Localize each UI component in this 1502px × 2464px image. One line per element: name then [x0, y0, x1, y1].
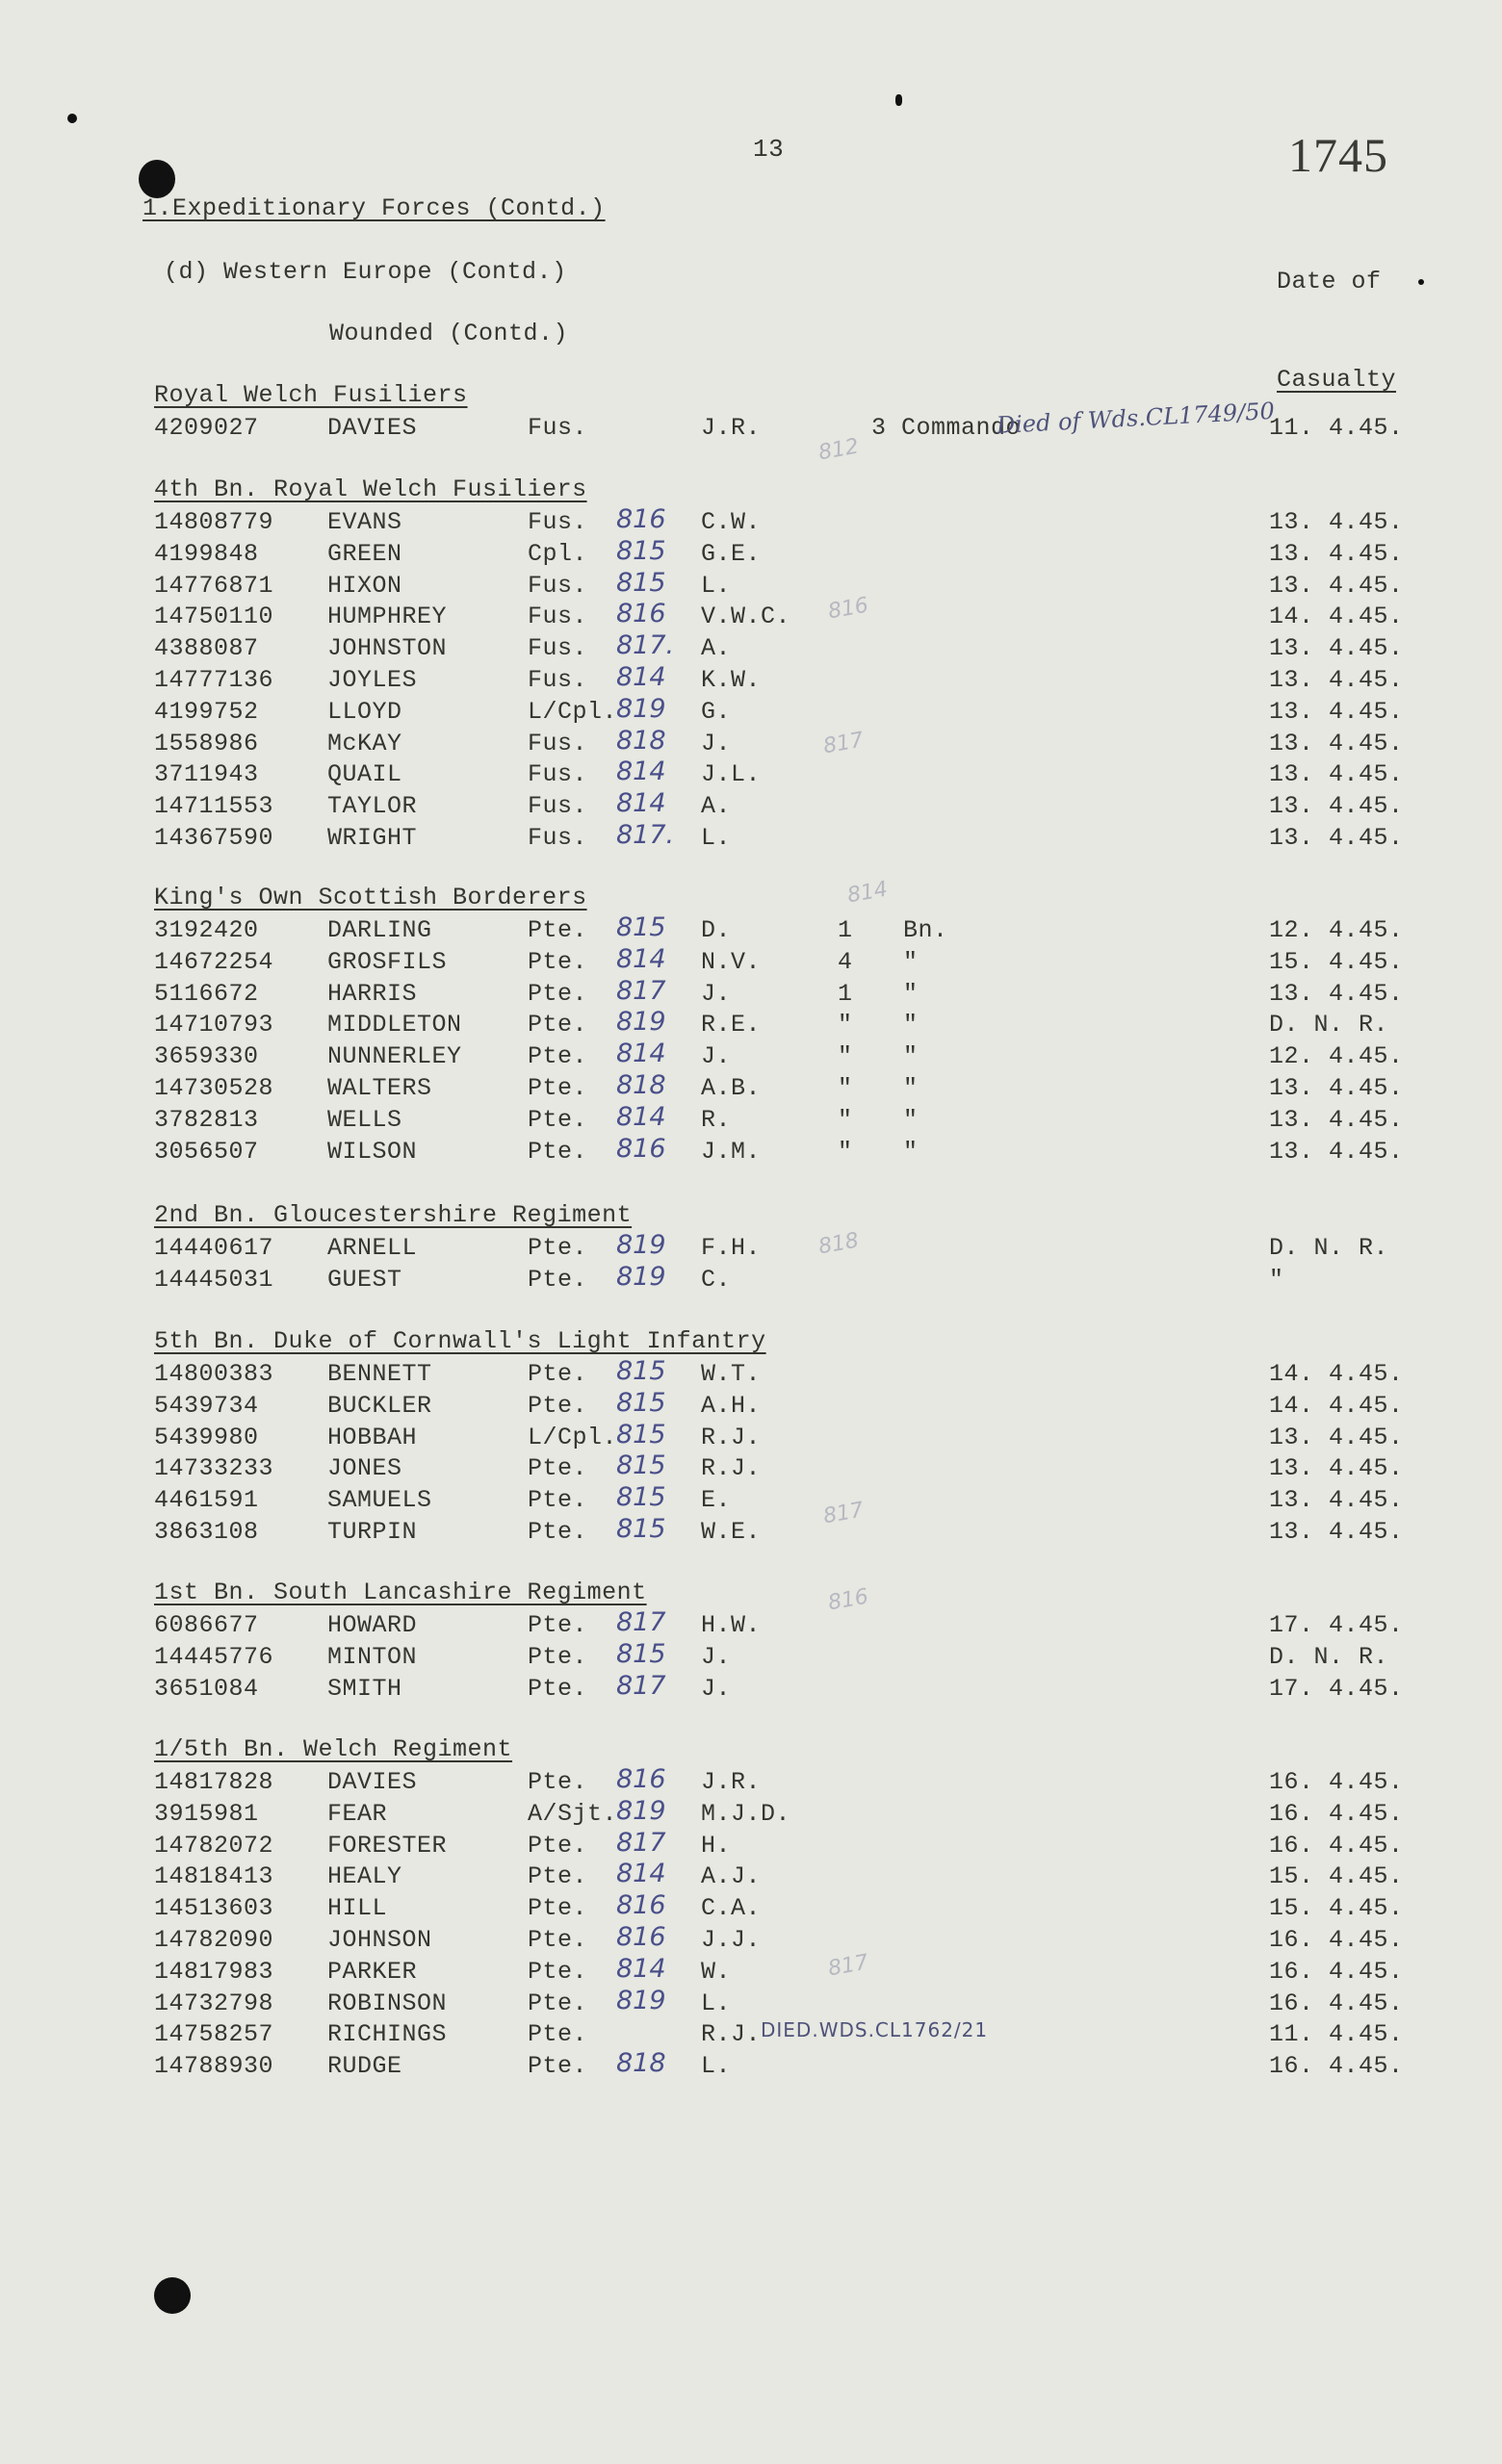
date-header-line1: Date of: [1277, 268, 1382, 295]
rank: Pte.: [528, 1926, 588, 1954]
date-header-line2: Casualty: [1277, 366, 1397, 394]
initials: H.: [701, 1831, 732, 1860]
casualty-date: 16. 4.45.: [1269, 1957, 1404, 1986]
service-number: 4199848: [154, 539, 259, 568]
handwritten-code: 814: [616, 1101, 666, 1132]
surname: GREEN: [327, 539, 402, 568]
handwritten-code: 816: [616, 1133, 666, 1164]
rank: Pte.: [528, 1894, 588, 1923]
pencil-mark: 818: [816, 1228, 861, 1260]
surname: DAVIES: [327, 1768, 418, 1796]
rank: Fus.: [528, 760, 588, 789]
surname: JOYLES: [327, 666, 418, 694]
service-number: 14817828: [154, 1768, 274, 1796]
initials: E.: [701, 1486, 732, 1515]
handwritten-code: 817.: [616, 820, 675, 850]
service-number: 14776871: [154, 571, 274, 600]
unit-heading: 1/5th Bn. Welch Regiment: [154, 1735, 513, 1763]
service-number: 1558986: [154, 729, 259, 757]
casualty-date: 13. 4.45.: [1269, 729, 1404, 757]
handwritten-code: 815: [616, 912, 666, 942]
unit-detail: ": [838, 1074, 853, 1102]
ink-speck: [67, 114, 77, 123]
unit-detail-2: Bn.: [903, 916, 948, 944]
casualty-date: 16. 4.45.: [1269, 1799, 1404, 1828]
initials: J.: [701, 1642, 732, 1671]
handwritten-code: 815: [616, 1514, 666, 1544]
surname: HEALY: [327, 1862, 402, 1891]
casualty-date: 14. 4.45.: [1269, 1360, 1404, 1388]
casualty-date: 17. 4.45.: [1269, 1674, 1404, 1703]
unit-detail: ": [838, 1137, 853, 1166]
unit-detail: ": [838, 1042, 853, 1071]
casualty-date: 12. 4.45.: [1269, 916, 1404, 944]
handwritten-code: 816: [616, 1890, 666, 1921]
service-number: 14733233: [154, 1454, 274, 1483]
surname: FEAR: [327, 1799, 388, 1828]
service-number: 14367590: [154, 824, 274, 852]
initials: L.: [701, 1989, 732, 2017]
surname: GROSFILS: [327, 947, 448, 976]
initials: F.H.: [701, 1234, 762, 1262]
surname: JONES: [327, 1454, 402, 1483]
surname: ARNELL: [327, 1234, 418, 1262]
initials: J.M.: [701, 1137, 762, 1166]
handwritten-code: 814: [616, 662, 666, 692]
pencil-mark: 812: [816, 434, 861, 466]
service-number: 14445776: [154, 1642, 274, 1671]
initials: H.W.: [701, 1611, 762, 1639]
service-number: 4209027: [154, 414, 259, 442]
initials: J.: [701, 979, 732, 1008]
surname: LLOYD: [327, 697, 402, 726]
unit-detail: 1: [838, 916, 853, 944]
unit-detail: ": [838, 1105, 853, 1134]
handwritten-code: 817: [616, 1827, 666, 1858]
service-number: 14732798: [154, 1989, 274, 2017]
service-number: 14730528: [154, 1074, 274, 1102]
casualty-date: 13. 4.45.: [1269, 571, 1404, 600]
initials: R.J.: [701, 1423, 762, 1451]
service-number: 14440617: [154, 1234, 274, 1262]
casualty-date: 11. 4.45.: [1269, 414, 1404, 442]
rank: Pte.: [528, 1011, 588, 1040]
surname: HOBBAH: [327, 1423, 418, 1451]
rank: Pte.: [528, 1234, 588, 1262]
rank: Pte.: [528, 1989, 588, 2017]
surname: BENNETT: [327, 1360, 432, 1388]
unit-heading: 1st Bn. South Lancashire Regiment: [154, 1578, 647, 1606]
category-text: Wounded (Contd.): [329, 320, 569, 347]
surname: QUAIL: [327, 760, 402, 789]
surname: HILL: [327, 1894, 388, 1923]
service-number: 14777136: [154, 666, 274, 694]
rank: Fus.: [528, 792, 588, 821]
surname: FORESTER: [327, 1831, 448, 1860]
casualty-date: 16. 4.45.: [1269, 2052, 1404, 2081]
unit-detail-2: ": [903, 1105, 919, 1134]
surname: TURPIN: [327, 1518, 418, 1546]
service-number: 6086677: [154, 1611, 259, 1639]
rank: Pte.: [528, 1105, 588, 1134]
initials: W.T.: [701, 1360, 762, 1388]
handwritten-code: 815: [616, 535, 666, 566]
casualty-date: 14. 4.45.: [1269, 603, 1404, 631]
unit-heading: 5th Bn. Duke of Cornwall's Light Infantry: [154, 1327, 766, 1355]
ink-speck: [895, 94, 902, 106]
casualty-date: 11. 4.45.: [1269, 2020, 1404, 2049]
rank: Fus.: [528, 666, 588, 694]
service-number: 3863108: [154, 1518, 259, 1546]
handwritten-code: 819: [616, 1795, 666, 1826]
service-number: 14818413: [154, 1862, 274, 1891]
handwritten-code: 814: [616, 1953, 666, 1984]
surname: DAVIES: [327, 414, 418, 442]
surname: HIXON: [327, 571, 402, 600]
surname: RICHINGS: [327, 2020, 448, 2049]
initials: R.J.: [701, 1454, 762, 1483]
service-number: 3915981: [154, 1799, 259, 1828]
unit-detail-2: ": [903, 979, 919, 1008]
service-number: 14711553: [154, 792, 274, 821]
rank: Pte.: [528, 2020, 588, 2049]
handwritten-note: DIED.WDS.CL1762/21: [761, 2018, 989, 2042]
casualty-date: 12. 4.45.: [1269, 1042, 1404, 1071]
surname: PARKER: [327, 1957, 418, 1986]
rank: Fus.: [528, 603, 588, 631]
service-number: 5439734: [154, 1391, 259, 1420]
initials: J.L.: [701, 760, 762, 789]
surname: WELLS: [327, 1105, 402, 1134]
rank: Pte.: [528, 1360, 588, 1388]
casualty-date: 13. 4.45.: [1269, 697, 1404, 726]
service-number: 3651084: [154, 1674, 259, 1703]
rank: Fus.: [528, 508, 588, 536]
handwritten-code: 814: [616, 1859, 666, 1889]
rank: Pte.: [528, 1391, 588, 1420]
service-number: 14445031: [154, 1265, 274, 1294]
initials: J.R.: [701, 1768, 762, 1796]
handwritten-code: 814: [616, 1039, 666, 1069]
service-number: 14513603: [154, 1894, 274, 1923]
initials: D.: [701, 916, 732, 944]
service-number: 14672254: [154, 947, 274, 976]
service-number: 3711943: [154, 760, 259, 789]
rank: Pte.: [528, 1454, 588, 1483]
surname: JOHNSTON: [327, 634, 448, 663]
service-number: 14758257: [154, 2020, 274, 2049]
casualty-date: 16. 4.45.: [1269, 1926, 1404, 1954]
section-heading: [142, 194, 606, 222]
surname: HUMPHREY: [327, 603, 448, 631]
handwritten-code: 816: [616, 1764, 666, 1794]
pencil-mark: 817: [826, 1950, 870, 1982]
casualty-date: 14. 4.45.: [1269, 1391, 1404, 1420]
service-number: 14750110: [154, 603, 274, 631]
initials: L.: [701, 571, 732, 600]
initials: A.B.: [701, 1074, 762, 1102]
handwritten-code: 815: [616, 567, 666, 598]
service-number: 14800383: [154, 1360, 274, 1388]
initials: J.J.: [701, 1926, 762, 1954]
rank: Pte.: [528, 1674, 588, 1703]
handwritten-code: 814: [616, 943, 666, 974]
service-number: 14788930: [154, 2052, 274, 2081]
surname: SMITH: [327, 1674, 402, 1703]
rank: L/Cpl.: [528, 1423, 618, 1451]
handwritten-code: 816: [616, 1922, 666, 1952]
casualty-date: 13. 4.45.: [1269, 1074, 1404, 1102]
handwritten-code: 814: [616, 788, 666, 819]
subsection-heading: [164, 258, 567, 286]
rank: Pte.: [528, 947, 588, 976]
category-heading: [329, 320, 568, 347]
initials: W.: [701, 1957, 732, 1986]
rank: Fus.: [528, 414, 588, 442]
initials: L.: [701, 824, 732, 852]
handwritten-code: 819: [616, 1007, 666, 1038]
initials: R.: [701, 1105, 732, 1134]
casualty-date: 15. 4.45.: [1269, 947, 1404, 976]
initials: R.E.: [701, 1011, 762, 1040]
rank: Pte.: [528, 1518, 588, 1546]
initials: J.: [701, 1042, 732, 1071]
surname: MINTON: [327, 1642, 418, 1671]
initials: M.J.D.: [701, 1799, 791, 1828]
handwritten-code: 819: [616, 693, 666, 724]
unit-detail: 3 Commando: [871, 414, 1022, 442]
handwritten-code: 817: [616, 1607, 666, 1637]
unit-heading: 4th Bn. Royal Welch Fusiliers: [154, 475, 587, 503]
unit-heading: Royal Welch Fusiliers: [154, 381, 468, 409]
pencil-mark: 816: [826, 1584, 870, 1616]
unit-heading: 2nd Bn. Gloucestershire Regiment: [154, 1201, 633, 1229]
handwritten-code: 815: [616, 1450, 666, 1481]
rank: Pte.: [528, 916, 588, 944]
rank: Pte.: [528, 1642, 588, 1671]
unit-detail: 1: [838, 979, 853, 1008]
initials: J.R.: [701, 414, 762, 442]
casualty-date: D. N. R.: [1269, 1234, 1389, 1262]
initials: A.: [701, 634, 732, 663]
casualty-date: 15. 4.45.: [1269, 1862, 1404, 1891]
initials: C.: [701, 1265, 732, 1294]
handwritten-code: 819: [616, 1985, 666, 2015]
casualty-date: 17. 4.45.: [1269, 1611, 1404, 1639]
unit-detail-2: ": [903, 1011, 919, 1040]
rank: Pte.: [528, 1957, 588, 1986]
casualty-date: 15. 4.45.: [1269, 1894, 1404, 1923]
surname: JOHNSON: [327, 1926, 432, 1954]
rank: Pte.: [528, 1042, 588, 1071]
pencil-mark: 817: [821, 1498, 866, 1529]
service-number: 14782090: [154, 1926, 274, 1954]
initials: C.A.: [701, 1894, 762, 1923]
casualty-date: 13. 4.45.: [1269, 1105, 1404, 1134]
subsection-text: (d) Western Europe (Contd.): [164, 258, 567, 286]
initials: N.V.: [701, 947, 762, 976]
casualty-date: 13. 4.45.: [1269, 666, 1404, 694]
surname: WRIGHT: [327, 824, 418, 852]
casualty-date: 16. 4.45.: [1269, 1831, 1404, 1860]
handwritten-code: 818: [616, 725, 666, 756]
surname: McKAY: [327, 729, 402, 757]
initials: C.W.: [701, 508, 762, 536]
handwritten-code: 816: [616, 504, 666, 534]
handwritten-code: 817: [616, 1670, 666, 1701]
surname: NUNNERLEY: [327, 1042, 462, 1071]
surname: RUDGE: [327, 2052, 402, 2081]
surname: EVANS: [327, 508, 402, 536]
rank: Pte.: [528, 1137, 588, 1166]
casualty-date: 13. 4.45.: [1269, 1518, 1404, 1546]
casualty-date: 13. 4.45.: [1269, 1454, 1404, 1483]
surname: DARLING: [327, 916, 432, 944]
surname: TAYLOR: [327, 792, 418, 821]
service-number: 4388087: [154, 634, 259, 663]
rank: Pte.: [528, 1768, 588, 1796]
rank: L/Cpl.: [528, 697, 618, 726]
rank: Pte.: [528, 1831, 588, 1860]
rank: Pte.: [528, 1265, 588, 1294]
casualty-date: 16. 4.45.: [1269, 1989, 1404, 2017]
unit-detail-2: ": [903, 1074, 919, 1102]
service-number: 4461591: [154, 1486, 259, 1515]
casualty-date: 13. 4.45.: [1269, 824, 1404, 852]
handwritten-code: 815: [616, 1482, 666, 1513]
initials: R.J.: [701, 2020, 762, 2049]
surname: WILSON: [327, 1137, 418, 1166]
punch-hole-bottom: [154, 2277, 191, 2314]
handwritten-note: Died of Wds.CL1749/50: [996, 397, 1276, 439]
rank: Fus.: [528, 571, 588, 600]
handwritten-code: 818: [616, 2048, 666, 2079]
initials: G.E.: [701, 539, 762, 568]
rank: Pte.: [528, 1074, 588, 1102]
service-number: 5439980: [154, 1423, 259, 1451]
casualty-date: 13. 4.45.: [1269, 539, 1404, 568]
ink-speck: [1418, 279, 1424, 285]
handwritten-code: 815: [616, 1419, 666, 1450]
unit-detail: ": [838, 1011, 853, 1040]
folio-number: 1745: [1288, 128, 1388, 182]
handwritten-code: 816: [616, 599, 666, 629]
handwritten-code: 819: [616, 1261, 666, 1292]
surname: MIDDLETON: [327, 1011, 462, 1040]
service-number: 14817983: [154, 1957, 274, 1986]
service-number: 14782072: [154, 1831, 274, 1860]
unit-detail: 4: [838, 947, 853, 976]
handwritten-code: 817: [616, 975, 666, 1006]
casualty-date: 13. 4.45.: [1269, 979, 1404, 1008]
casualty-date: ": [1269, 1265, 1284, 1294]
service-number: 3192420: [154, 916, 259, 944]
unit-detail-2: ": [903, 947, 919, 976]
handwritten-code: 815: [616, 1356, 666, 1386]
casualty-date: 13. 4.45.: [1269, 792, 1404, 821]
page-number: 13: [753, 135, 785, 164]
surname: GUEST: [327, 1265, 402, 1294]
rank: Cpl.: [528, 539, 588, 568]
handwritten-code: 815: [616, 1638, 666, 1669]
surname: BUCKLER: [327, 1391, 432, 1420]
rank: A/Sjt.: [528, 1799, 618, 1828]
handwritten-code: 819: [616, 1230, 666, 1260]
handwritten-code: 818: [616, 1070, 666, 1100]
initials: A.: [701, 792, 732, 821]
initials: A.J.: [701, 1862, 762, 1891]
initials: A.H.: [701, 1391, 762, 1420]
casualty-date: 13. 4.45.: [1269, 760, 1404, 789]
initials: L.: [701, 2052, 732, 2081]
casualty-date: D. N. R.: [1269, 1011, 1389, 1040]
unit-detail-2: ": [903, 1137, 919, 1166]
surname: ROBINSON: [327, 1989, 448, 2017]
initials: J.: [701, 729, 732, 757]
casualty-date: 13. 4.45.: [1269, 1423, 1404, 1451]
rank: Pte.: [528, 2052, 588, 2081]
initials: G.: [701, 697, 732, 726]
service-number: 14710793: [154, 1011, 274, 1040]
rank: Fus.: [528, 824, 588, 852]
handwritten-code: 814: [616, 757, 666, 787]
service-number: 3659330: [154, 1042, 259, 1071]
section-text: 1.Expeditionary Forces (Contd.): [142, 194, 606, 222]
service-number: 3056507: [154, 1137, 259, 1166]
casualty-date: 16. 4.45.: [1269, 1768, 1404, 1796]
rank: Pte.: [528, 1486, 588, 1515]
rank: Fus.: [528, 729, 588, 757]
service-number: 14808779: [154, 508, 274, 536]
punch-hole-top: [139, 160, 175, 198]
surname: HARRIS: [327, 979, 418, 1008]
unit-heading: King's Own Scottish Borderers: [154, 884, 587, 911]
rank: Fus.: [528, 634, 588, 663]
surname: HOWARD: [327, 1611, 418, 1639]
casualty-date: 13. 4.45.: [1269, 1486, 1404, 1515]
surname: WALTERS: [327, 1074, 432, 1102]
casualty-date: 13. 4.45.: [1269, 634, 1404, 663]
rank: Pte.: [528, 979, 588, 1008]
service-number: 5116672: [154, 979, 259, 1008]
initials: V.W.C.: [701, 603, 791, 631]
pencil-mark: 817: [821, 728, 866, 759]
casualty-date: D. N. R.: [1269, 1642, 1389, 1671]
initials: W.E.: [701, 1518, 762, 1546]
initials: K.W.: [701, 666, 762, 694]
unit-detail-2: ": [903, 1042, 919, 1071]
handwritten-code: 815: [616, 1387, 666, 1418]
pencil-mark: 814: [845, 877, 890, 909]
pencil-mark: 816: [826, 593, 870, 625]
surname: SAMUELS: [327, 1486, 432, 1515]
rank: Pte.: [528, 1611, 588, 1639]
service-number: 4199752: [154, 697, 259, 726]
casualty-date: 13. 4.45.: [1269, 1137, 1404, 1166]
initials: J.: [701, 1674, 732, 1703]
rank: Pte.: [528, 1862, 588, 1891]
handwritten-code: 817.: [616, 630, 675, 661]
casualty-date: 13. 4.45.: [1269, 508, 1404, 536]
service-number: 3782813: [154, 1105, 259, 1134]
